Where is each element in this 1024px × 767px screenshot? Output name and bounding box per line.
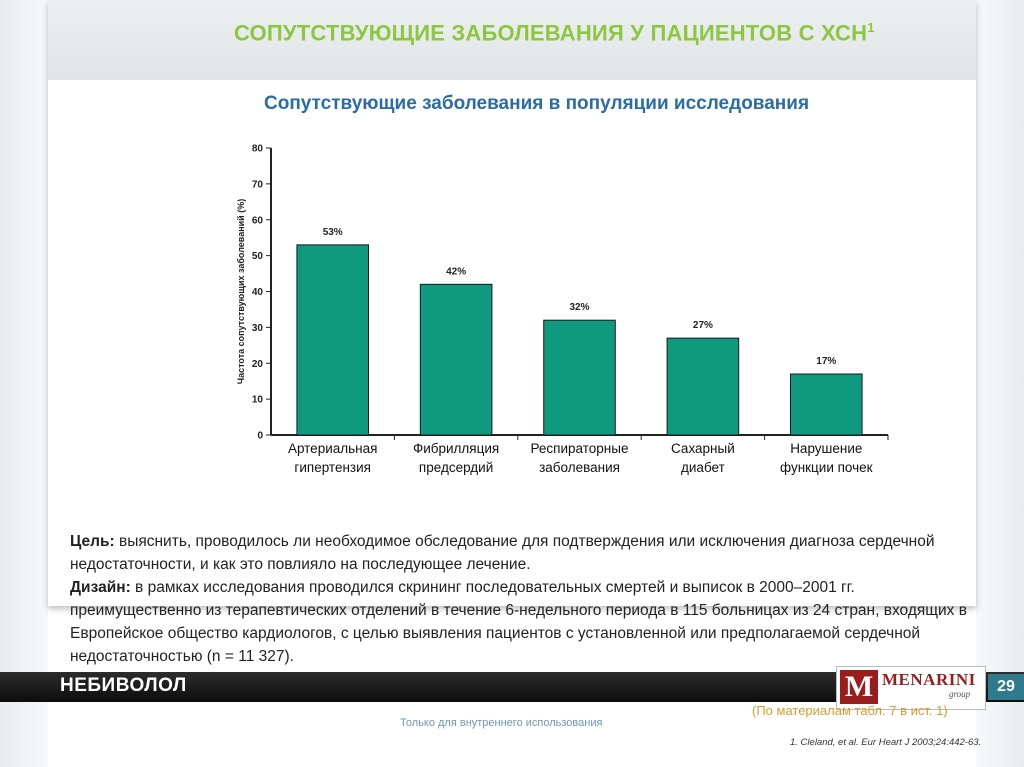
design-label: Дизайн: <box>70 579 131 596</box>
design-text: в рамках исследования проводился скрининг последовательных смертей и выписок в 2000–2001 гг. преимущественно из терапевтических отделений в течение 6-недельного периода в 115 больницах из 24 стран, входящих в Европейское общество кардиологов, с целью выявления пациентов с установленной или предполагаемой сердечной недостаточностью (n = 11 327). <box>70 579 967 665</box>
bar <box>791 374 863 435</box>
x-tick-label: гипертензия <box>294 460 371 475</box>
x-tick-label: Респираторные <box>530 441 629 456</box>
data-label: 42% <box>446 266 467 278</box>
slide-card <box>48 0 976 665</box>
y-tick-label: 10 <box>251 394 263 406</box>
data-label: 53% <box>322 226 343 238</box>
x-tick-label: Артериальная <box>287 441 378 456</box>
slide-header <box>48 0 976 80</box>
x-tick-label: заболевания <box>539 460 620 475</box>
goal-paragraph <box>70 530 970 576</box>
bar-chart <box>188 135 908 480</box>
y-tick-label: 80 <box>251 143 263 155</box>
y-tick-label: 50 <box>251 251 263 263</box>
page-number: 29 <box>988 674 1024 700</box>
bar <box>420 284 492 435</box>
design-paragraph <box>70 576 970 668</box>
y-tick-label: 40 <box>251 287 263 298</box>
logo-subtitle: group <box>949 689 971 699</box>
study-description <box>70 530 970 668</box>
goal-text: выяснить, проводилось ли необходимое обследование для подтверждения или исключения диагноза сердечной недостаточности, и как это повлияло на последующее лечение. <box>70 533 935 573</box>
goal-label: Цель: <box>70 533 115 550</box>
bar <box>297 245 369 435</box>
slide-title-footnote: 1 <box>867 20 875 35</box>
y-tick-label: 30 <box>251 322 263 334</box>
data-label: 17% <box>816 356 837 368</box>
bar <box>667 338 739 435</box>
background-left-pattern <box>0 0 48 767</box>
internal-use-notice: Только для внутреннего использования <box>400 717 603 729</box>
background-right-pattern <box>976 0 1024 767</box>
slide-title <box>234 20 875 46</box>
logo-mark: M <box>840 670 878 704</box>
x-tick-label: предсердий <box>418 460 494 475</box>
x-tick-label: Нарушение <box>790 441 863 456</box>
chart-title: Сопутствующие заболевания в популяции исследования <box>264 93 810 114</box>
data-label: 32% <box>569 302 590 314</box>
y-tick-label: 60 <box>251 215 263 227</box>
y-tick-label: 20 <box>251 358 263 370</box>
data-label: 27% <box>692 320 713 332</box>
y-tick-label: 70 <box>251 179 263 191</box>
drug-name: НЕБИВОЛОЛ <box>60 675 187 696</box>
x-tick-label: Фибрилляция <box>412 441 500 456</box>
source-note: (По материалам табл. 7 в ист. 1) <box>752 703 948 718</box>
x-tick-label: диабет <box>681 460 725 475</box>
y-tick-label: 0 <box>257 430 263 442</box>
bar <box>544 320 616 435</box>
x-tick-label: функции почек <box>779 460 873 475</box>
slide-title-text: СОПУТСТВУЮЩИЕ ЗАБОЛЕВАНИЯ У ПАЦИЕНТОВ С ХСН <box>234 20 868 46</box>
reference: 1. Cleland, et al. Eur Heart J 2003;24:442-63. <box>790 737 982 748</box>
x-tick-label: Сахарный <box>671 441 735 456</box>
logo-wordmark: MENARINI <box>882 670 976 689</box>
y-axis-label: Частота сопутствующих заболеваний (%) <box>236 198 246 385</box>
